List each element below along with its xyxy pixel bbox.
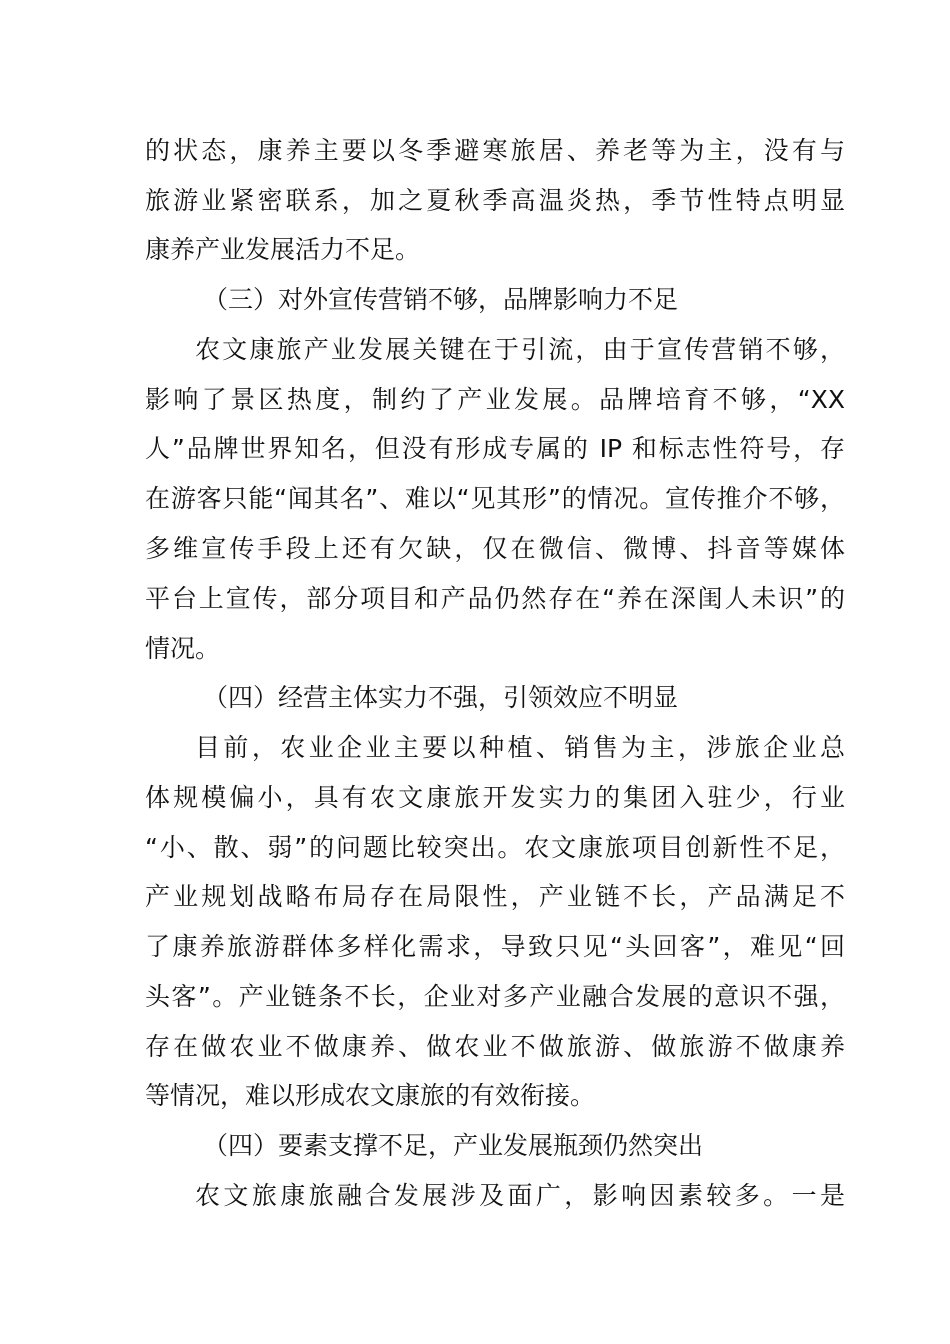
- body-text-line: 产业规划战略布局存在局限性，产业链不长，产品满足不: [145, 882, 845, 911]
- body-text-line: 头客”。产业链条不长，企业对多产业融合发展的意识不强，: [145, 982, 845, 1011]
- section-heading-4: （四）经营主体实力不强，引领效应不明显: [203, 683, 679, 712]
- body-text-line: 旅游业紧密联系，加之夏秋季高温炎热，季节性特点明显: [145, 186, 845, 215]
- body-text-line: 目前，农业企业主要以种植、销售为主，涉旅企业总: [195, 733, 845, 762]
- body-text-line: “小、散、弱”的问题比较突出。农文康旅项目创新性不足，: [145, 833, 845, 862]
- body-text-line: 农文康旅产业发展关键在于引流，由于宣传营销不够，: [195, 335, 845, 364]
- body-text-line: 农文旅康旅融合发展涉及面广，影响因素较多。一是: [195, 1181, 845, 1210]
- body-text-line: 体规模偏小，具有农文康旅开发实力的集团入驻少，行业: [145, 783, 845, 812]
- body-text-line: 在游客只能“闻其名”、难以“见其形”的情况。宣传推介不够，: [145, 484, 845, 513]
- section-heading-3: （三）对外宣传营销不够，品牌影响力不足: [203, 285, 679, 314]
- section-heading-4b: （四）要素支撑不足，产业发展瓶颈仍然突出: [203, 1131, 704, 1160]
- body-text-line: 康养产业发展活力不足。: [145, 235, 421, 264]
- body-text-line: 情况。: [145, 634, 221, 663]
- body-text-line: 平台上宣传，部分项目和产品仍然存在“养在深闺人未识”的: [145, 584, 845, 613]
- body-text-line: 影响了景区热度，制约了产业发展。品牌培育不够，“XX: [145, 385, 845, 414]
- body-text-line: 了康养旅游群体多样化需求，导致只见“头回客”，难见“回: [145, 932, 845, 961]
- body-text-line: 人”品牌世界知名，但没有形成专属的 IP 和标志性符号，存: [145, 434, 845, 463]
- body-text-line: 的状态，康养主要以冬季避寒旅居、养老等为主，没有与: [145, 136, 845, 165]
- body-text-line: 多维宣传手段上还有欠缺，仅在微信、微博、抖音等媒体: [145, 534, 845, 563]
- body-text-line: 存在做农业不做康养、做农业不做旅游、做旅游不做康养: [145, 1032, 845, 1061]
- body-text-line: 等情况，难以形成农文康旅的有效衔接。: [145, 1081, 596, 1110]
